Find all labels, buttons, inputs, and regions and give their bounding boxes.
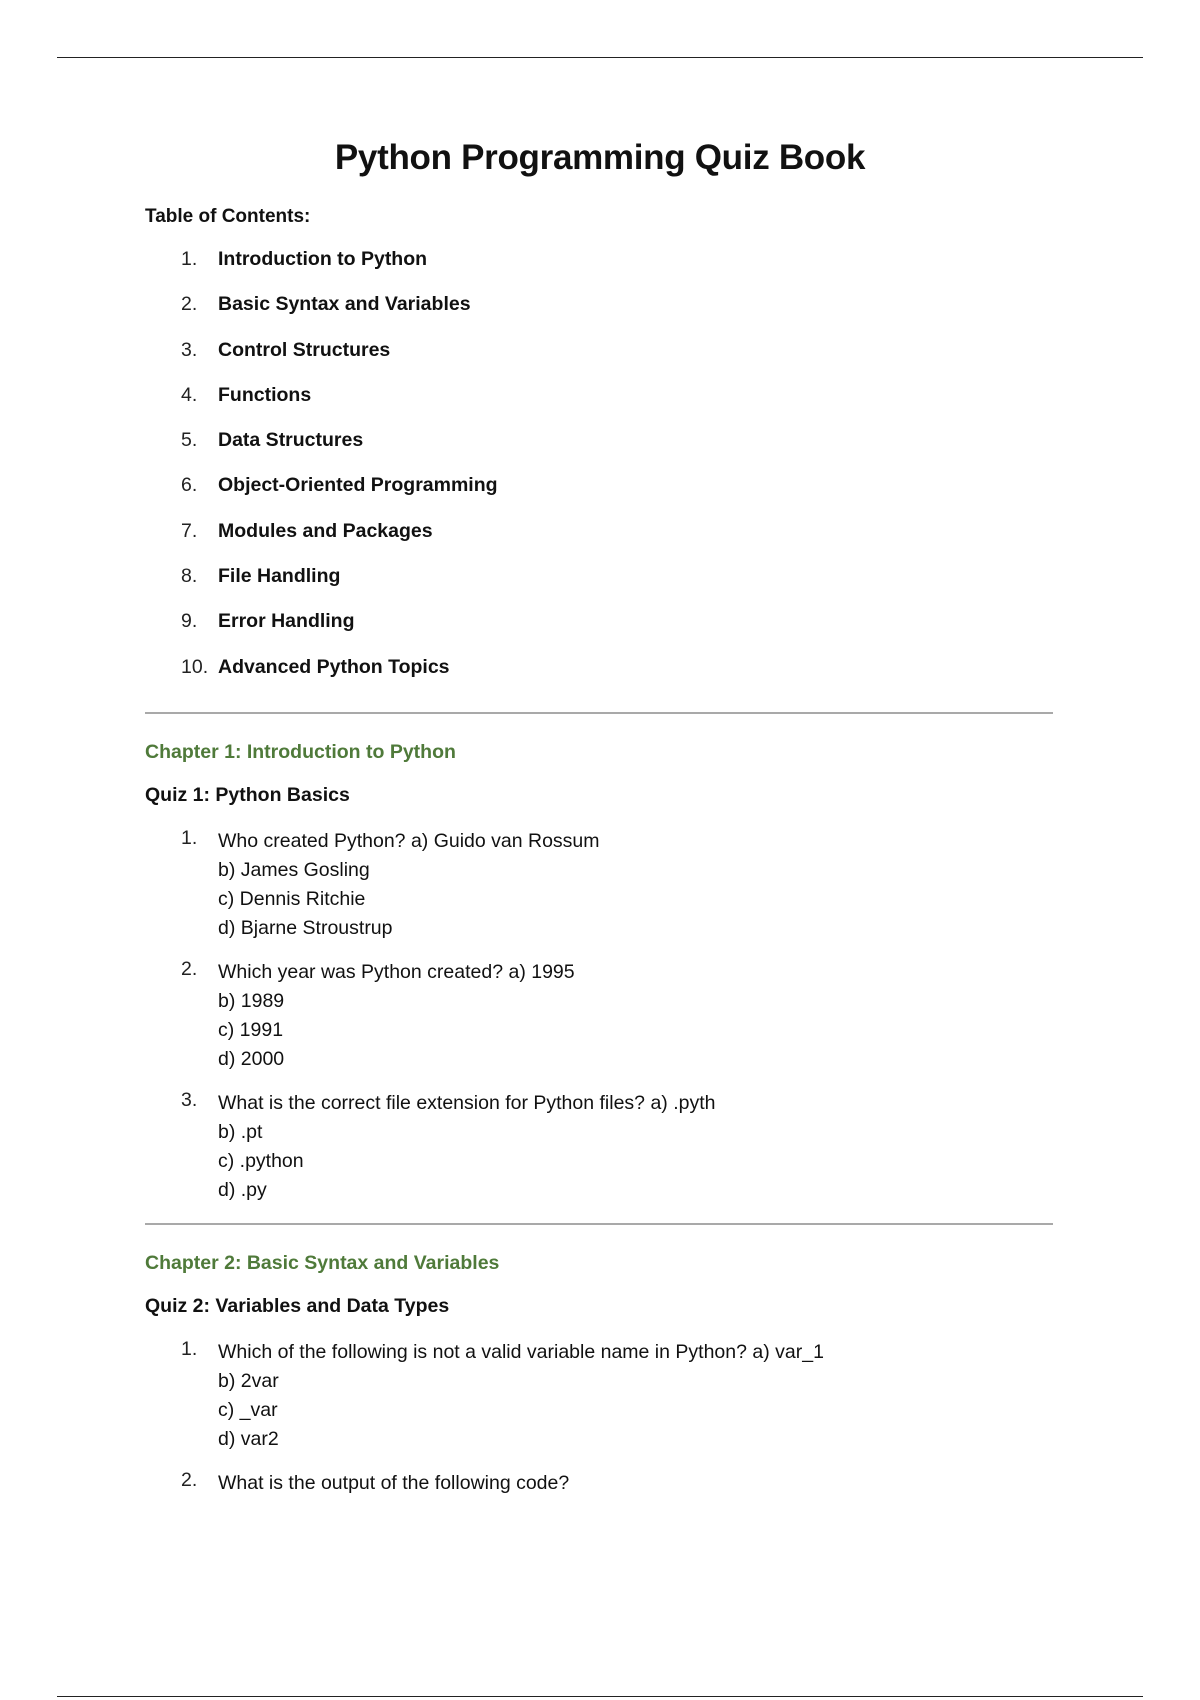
question-list	[145, 827, 1055, 1205]
chapter-1-section	[145, 741, 1055, 1205]
chapter-title: Chapter 1: Introduction to Python	[145, 740, 456, 763]
toc-item[interactable]	[145, 656, 1055, 701]
question-number: 2.	[181, 1468, 198, 1491]
toc-number: 1.	[181, 248, 198, 270]
toc-number: 2.	[181, 293, 198, 316]
toc-number: 6.	[181, 474, 198, 497]
toc-item[interactable]	[145, 474, 1055, 519]
answer-option: d) Bjarne Stroustrup	[218, 916, 393, 939]
toc-item[interactable]	[145, 520, 1055, 565]
toc-item[interactable]	[145, 293, 1055, 338]
question-list	[145, 1338, 1055, 1498]
toc-label: Data Structures	[218, 429, 364, 452]
toc-label: Modules and Packages	[218, 519, 433, 542]
toc-number: 9.	[181, 610, 198, 633]
toc-number: 4.	[181, 383, 198, 406]
toc-number: 5.	[181, 429, 198, 452]
question-number: 3.	[181, 1088, 198, 1111]
toc-item[interactable]	[145, 610, 1055, 655]
answer-option: b) 1989	[218, 989, 285, 1012]
answer-option: d) var2	[218, 1427, 279, 1450]
toc-heading: Table of Contents:	[145, 206, 311, 227]
toc-label: Error Handling	[218, 610, 355, 633]
toc-number: 7.	[181, 519, 198, 542]
question-text: What is the output of the following code?	[218, 1471, 570, 1494]
quiz-title: Quiz 2: Variables and Data Types	[145, 1294, 450, 1317]
chapter-title: Chapter 2: Basic Syntax and Variables	[145, 1251, 500, 1274]
question-number: 1.	[181, 826, 198, 849]
quiz-title: Quiz 1: Python Basics	[145, 783, 350, 806]
toc-number: 3.	[181, 338, 198, 361]
question-text: Who created Python? a) Guido van Rossum	[218, 829, 600, 852]
question-number: 1.	[181, 1337, 198, 1360]
answer-option: c) .python	[218, 1149, 304, 1172]
toc-item[interactable]	[145, 339, 1055, 384]
toc-number: 8.	[181, 565, 198, 588]
toc-label: Basic Syntax and Variables	[218, 293, 471, 316]
question-text: Which year was Python created? a) 1995	[218, 960, 575, 983]
toc-number: 10.	[181, 655, 209, 678]
toc-label: Advanced Python Topics	[218, 655, 450, 678]
answer-option: d) .py	[218, 1178, 267, 1201]
question-text: What is the correct file extension for Python files? a) .pyth	[218, 1091, 716, 1114]
toc-label: Control Structures	[218, 338, 391, 361]
page-bottom-rule	[57, 1696, 1143, 1697]
answer-option: c) Dennis Ritchie	[218, 887, 366, 910]
toc-item[interactable]	[145, 565, 1055, 610]
toc-label: Introduction to Python	[218, 248, 428, 270]
answer-option: b) James Gosling	[218, 858, 370, 881]
toc-label: Functions	[218, 383, 312, 406]
question-item	[145, 1469, 1055, 1498]
question-item	[145, 958, 1055, 1074]
answer-option: c) _var	[218, 1398, 278, 1421]
table-of-contents	[145, 248, 1055, 701]
question-item	[145, 827, 1055, 943]
section-divider	[145, 1223, 1053, 1225]
answer-option: c) 1991	[218, 1018, 284, 1041]
section-divider	[145, 712, 1053, 714]
document-title: Python Programming Quiz Book	[334, 138, 866, 177]
page-top-rule	[57, 57, 1143, 58]
question-number: 2.	[181, 957, 198, 980]
chapter-2-section	[145, 1252, 1055, 1498]
toc-label: Object-Oriented Programming	[218, 474, 498, 497]
answer-option: b) .pt	[218, 1120, 263, 1143]
question-item	[145, 1338, 1055, 1454]
answer-option: b) 2var	[218, 1369, 279, 1392]
question-text: Which of the following is not a valid variable name in Python? a) var_1	[218, 1340, 824, 1363]
toc-label: File Handling	[218, 565, 341, 588]
toc-item[interactable]	[145, 384, 1055, 429]
toc-item[interactable]	[145, 248, 1055, 293]
question-item	[145, 1089, 1055, 1205]
toc-item[interactable]	[145, 429, 1055, 474]
page-content	[145, 138, 1055, 1513]
answer-option: d) 2000	[218, 1047, 285, 1070]
